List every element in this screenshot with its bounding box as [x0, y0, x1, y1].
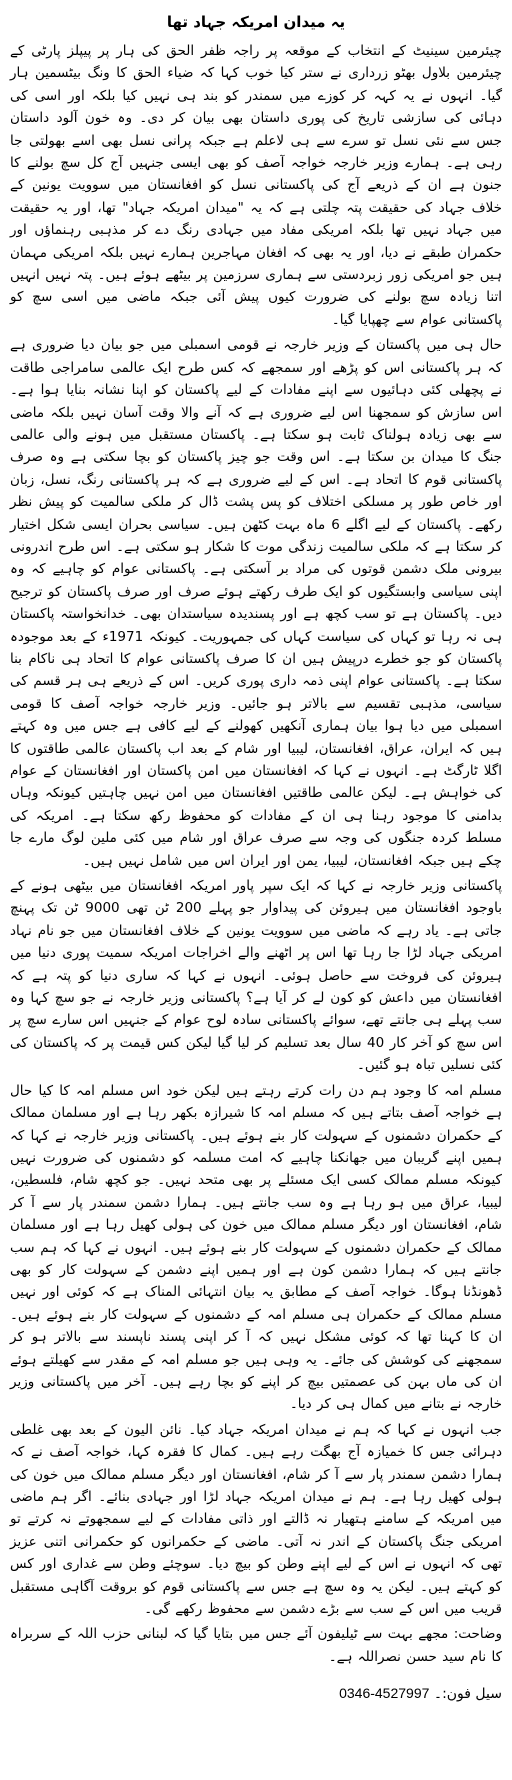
article-paragraph-4: مسلم امہ کا وجود ہم دن رات کرتے رہتے ہیں لیکن خود اس مسلم امہ کا کیا حال ہے خواجہ آصف بتاتے ہیں کہ مسلم امہ کا شیرازہ بکھر رہا ہے اور مسلمان ممالک کے حکمران دشمنوں کے سہولت کار بنے ہوئے ہیں۔ پاکستانی وزیر خارجہ نے کہا کہ ہمیں اپنے گریبان میں جھانکنا چاہیے کہ امت مسلمہ کو دشمنوں کی ضرورت نہیں کیونکہ مسلم ممالک کسی ایک مسئلے پر بھی متحد نہیں۔ جو کچھ شام، فلسطین، لیبیا، عراق میں ہو رہا ہے وہ سب جانتے ہیں۔ ہمارا دشمن سمندر پار سے آ کر شام، افغانستان اور دیگر مسلم ممالک میں خون کی ہولی کھیل رہا ہے اور مسلمان ممالک کے حکمران دشمنوں کے سہولت کار بنے ہوئے ہیں۔ انہوں نے کہا کہ ہم سب جانتے ہیں کہ ہمارا دشمن کون ہے اور ہمیں اپنے دشمن کے سہولت کار کو بھی ڈھونڈنا ہوگا۔ خواجہ آصف کے مطابق یہ بیان انتہائی المناک ہے کہ کوئی اور نہیں مسلم ممالک کے حکمران ہی مسلم امہ کے دشمنوں کے سہولت کار بنے ہوئے ہیں۔ ان کا کہنا تھا کہ کوئی مشکل نہیں کہ آ کر اپنی پسند ناپسند سے بالاتر ہو کر سمجھنے کی کوشش کی جائے۔ یہ وہی ہیں جو مسلم امہ کے مقدر سے کھیلتے ہوئے ان کی ماں بہن کی عصمتیں بیچ کر اپنے کو بچا رہے ہیں۔ آخر میں پاکستانی وزیر خارجہ نے بتانے میں کمال ہی کر دیا۔	[10, 1082, 502, 1413]
article-paragraph-5: جب انہوں نے کہا کہ ہم نے میدان امریکہ جہاد کیا۔ نائن الیون کے بعد بھی غلطی دہرائی جس کا خمیازہ آج بھگت رہے ہیں۔ کمال کا فقرہ کہا، خواجہ آصف نے کہ ہمارا دشمن سمندر پار سے آ کر شام، افغانستان اور دیگر مسلم ممالک میں خون کی ہولی کھیل رہا ہے۔ ہم نے میدان امریکہ جہاد لڑا اور جہادی بنائے۔ اگر ہم ماضی میں امریکہ کے سامنے ہتھیار نہ ڈالتے اور ذاتی مفادات کے لیے سمجھوتے نہ کرتے تو امریکی جنگ پاکستان کے اندر نہ آتی۔ ماضی کے حکمرانوں کو حکمرانی اتنی عزیز تھی کہ انہوں نے اس کے لیے اپنے وطن کو بیچ دیا۔ سوچئے وطن سے غداری اور کس کو کہتے ہیں۔ لیکن یہ وہ سچ ہے جس سے پاکستانی قوم کو بروقت آگاہی مستقبل قریب میں اس کے سب سے بڑے دشمن سے محفوظ رکھے گی۔	[10, 1421, 502, 1618]
clarification-note: وضاحت: مجھے بہت سے ٹیلیفون آئے جس میں بتایا گیا کہ لبنانی حزب اللہ کے سربراہ کا نام سید حسن نصراللہ ہے۔	[10, 1626, 502, 1665]
article-title: یہ میدان امریکہ جہاد تھا	[166, 13, 346, 31]
cell-phone-number: 0346-4527997	[339, 1685, 430, 1702]
article-paragraph-2: حال ہی میں پاکستان کے وزیر خارجہ نے قومی اسمبلی میں جو بیان دیا ضروری ہے کہ ہر پاکستانی اس کو پڑھے اور سمجھے کہ کس طرح ایک عالمی سامراجی طاقت نے پچھلی کئی دہائیوں سے اپنے مفادات کے لیے پاکستان کو اپنا نشانہ بنایا ہوا ہے۔ اس سازش کو سمجھنا اس لیے ضروری ہے کہ آنے والا وقت آسان نہیں بلکہ ماضی سے بھی زیادہ ہولناک ثابت ہو سکتا ہے۔ پاکستان مستقبل میں ہونے والی عالمی جنگ کا میدان بن سکتا ہے۔ اس وقت جو چیز پاکستان کو بچا سکتی ہے وہ صرف پاکستانی قوم کا اتحاد ہے۔ اس کے لیے ضروری ہے کہ ہر پاکستانی رنگ، نسل، زبان اور خاص طور پر مسلکی اختلاف کو پس پشت ڈال کر ملکی سالمیت کو پیش نظر رکھے۔ پاکستان کے لیے اگلے 6 ماہ بہت کٹھن ہیں۔ سیاسی بحران ایسی شکل اختیار کر سکتا ہے کہ ملکی سالمیت زندگی موت کا شکار ہو سکتی ہے۔ اس طرح اندرونی بیرونی ملک دشمن قوتوں کی مراد بر آسکتی ہے۔ پاکستانی عوام کو چاہیے کہ وہ اپنی سیاسی وابستگیوں کو ایک طرف رکھتے ہوئے صرف اور صرف پاکستان کو ترجیح دیں۔ پاکستان ہے تو سب کچھ ہے اور پسندیدہ سیاستدان بھی۔ خدانخواستہ پاکستان ہی نہ رہا تو کہاں کی سیاست کہاں کی جمہوریت۔ کیونکہ 1971ء کے بعد موجودہ پاکستان کو جو خطرے درپیش ہیں ان کا صرف پاکستانی عوام کا اتحاد ہی ناکام بنا سکتا ہے۔ پاکستانی عوام اپنی ذمہ داری پوری کریں۔ اس کے ذریعے ہی ہر قسم کی سیاسی، مذہبی تقسیم سے بالاتر ہو جائیں۔ وزیر خارجہ خواجہ آصف کا قومی اسمبلی میں دیا ہوا بیان ہماری آنکھیں کھولنے کے لیے کافی ہے جس میں وہ کہتے ہیں کہ ایران، عراق، افغانستان، لیبیا اور شام کے بعد اب پاکستان عالمی طاقتوں کا اگلا ٹارگٹ ہے۔ انہوں نے کہا کہ افغانستان میں امن پاکستان اور افغانستان کے عوام کی خواہش ہے۔ لیکن عالمی طاقتیں افغانستان میں امن نہیں چاہتیں کیونکہ وہاں بدامنی کا موجود رہنا ہی ان کے مفادات کو محفوظ رکھ سکتا ہے۔ امریکہ کی مسلط کردہ جنگوں کی وجہ سے صرف عراق اور شام میں کئی ملین لوگ مارے جا چکے ہیں جبکہ افغانستان، لیبیا، یمن اور ایران اس میں شامل نہیں ہیں۔	[10, 337, 502, 869]
cell-phone-label: سیل فون:۔	[433, 1686, 502, 1703]
contact-footer	[10, 1682, 502, 1705]
article-paragraph-3: پاکستانی وزیر خارجہ نے کہا کہ ایک سپر پاور امریکہ افغانستان میں بیٹھی ہونے کے باوجود افغانستان میں ہیروئن کی پیداوار جو پہلے 200 ٹن تھی 9000 ٹن تک پہنچ جاتی ہے۔ یاد رہے کہ ماضی میں سوویت یونین کے خلاف افغانستان میں جو نام نہاد امریکی جہاد لڑا جا رہا تھا اس پر اٹھنے والے اخراجات امریکہ سمیت پوری دنیا میں ہیروئن کی فروخت سے حاصل ہوئی۔ انہوں نے کہا کہ ساری دنیا کو پتہ ہے کہ افغانستان میں داعش کو کون لے کر آیا ہے؟ پاکستانی وزیر خارجہ نے جو سچ کہا وہ سب پہلے ہی جانتے تھے، سوائے پاکستانی سادہ لوح عوام کے جنہیں اس سارے سچ پر اس سچ کو آخر کار 40 سال بعد تسلیم کر لیا گیا لیکن کس قیمت پر کہ پاکستان کی کئی نسلیں تباہ ہو گئیں۔	[10, 878, 503, 1074]
article-paragraph-1: چیئرمین سینیٹ کے انتخاب کے موقعہ پر راجہ ظفر الحق کی ہار پر پیپلز پارٹی کے چیئرمین بلاول بھٹو زرداری نے ستر کیا خوب کہا کہ ضیاء الحق کا ونگ بیٹسمین ہار گیا۔ انہوں نے یہ کہہ کر کوزے میں سمندر کو بند ہی نہیں کیا بلکہ اور اسی کی دہائی کی سازشی تاریخ کی پوری داستان بھی بیان کر دی۔ وہ خون آلود داستان جس سے نئی نسل تو سرے سے ہی لاعلم ہے جبکہ پرانی نسل بھی اسے بھولتی جا رہی ہے۔ ہمارے وزیر خارجہ خواجہ آصف کو بھی ایسی جنہیں آج کل سچ بولنے کا جنون ہے ان کے ذریعے آج کی پاکستانی نسل کو افغانستان میں سوویت یونین کے خلاف جہاد کی حقیقت پتہ چلتی ہے کہ یہ "میدان امریکہ جہاد" تھا، اور یہ حقیقت میں جہاد نہیں تھا بلکہ امریکی مفاد میں جہادی رنگ دے کر مذہبی رہنماؤں اور حکمران طبقے نے دیا، اور یہ بھی کہ افغان مہاجرین ہمارے نہیں بلکہ امریکی مہمان ہیں جو امریکی زور زبردستی سے ہماری سرزمین پر بیٹھے ہوئے ہیں۔ پتہ نہیں انہیں اتنا زیادہ سچ بولنے کی ضرورت کیوں پیش آئی جبکہ ماضی میں اسی سچ کو پاکستانی عوام سے چھپایا گیا۔	[10, 43, 502, 328]
